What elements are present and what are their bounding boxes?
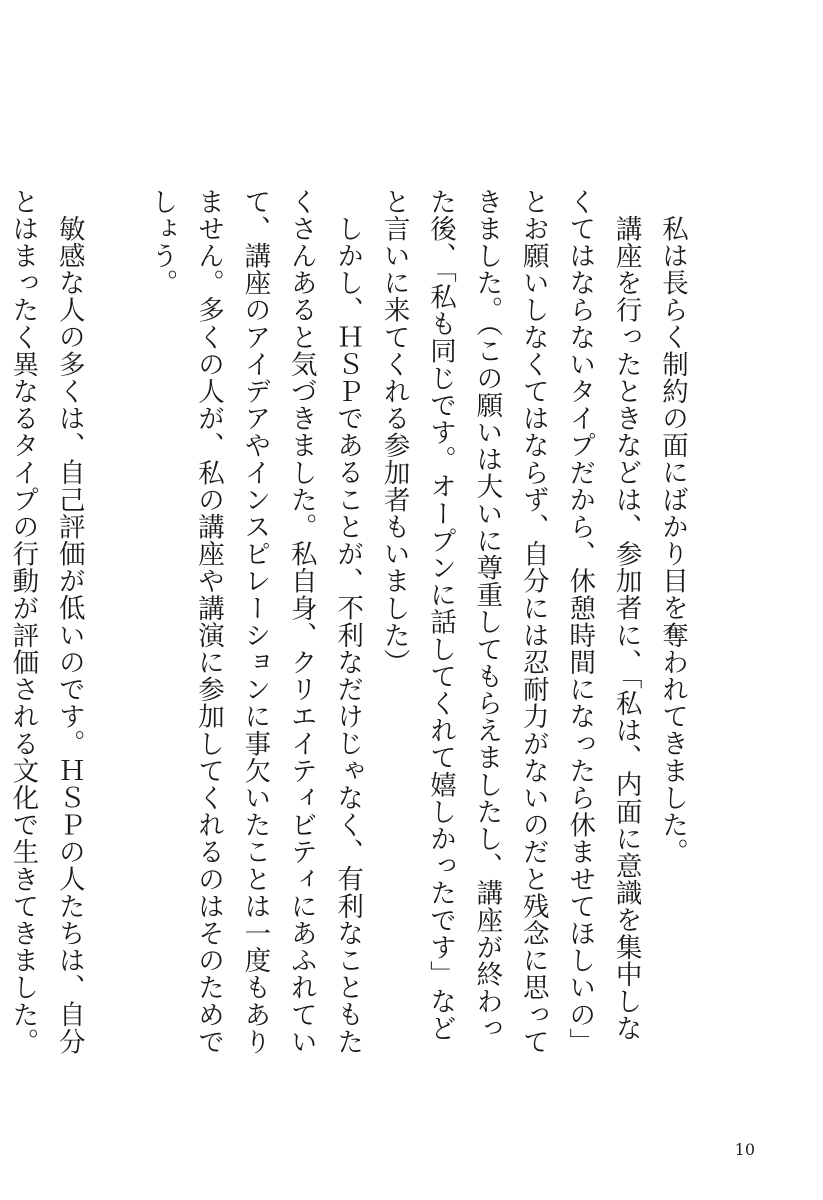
paragraph-1: 私は長らく制約の面にばかり目を奪われてきました。 — [657, 214, 688, 865]
paragraph-4: 敏感な人の多くは、自己評価が低いのです。ＨＳＰの人たちは、自分とはまったく異なるタイプの行動が評価される文化で生きてきました。 — [7, 188, 85, 1056]
paragraph-3: しかし、ＨＳＰであることが、不利なだけじゃなく、有利なこともたくさんあると気づきました。私自身、クリエイティビティにあふれていて、講座のアイデアやインスピレーションに事欠いたことは一度もありません。多くの人が、私の講座や講演に参加してくれるのはそのためでしょう。 — [146, 188, 364, 1056]
paragraph-2: 講座を行ったときなどは、参加者に、「私は、内面に意識を集中しなくてはならないタイプだから、休憩時間になったら休ませてほしいの」とお願いしなくてはならず、自分には忍耐力がないのだと残念に思ってきました。（この願いは大いに尊重してもらえましたし、講座が終わった後、「私も同じです。オープンに話してくれて嬉しかったです」などと言いに来てくれる参加者もいました） — [378, 188, 642, 1056]
body-text — [0, 188, 695, 1068]
page-number: 10 — [734, 1140, 755, 1159]
paragraph-break — [92, 188, 138, 1068]
